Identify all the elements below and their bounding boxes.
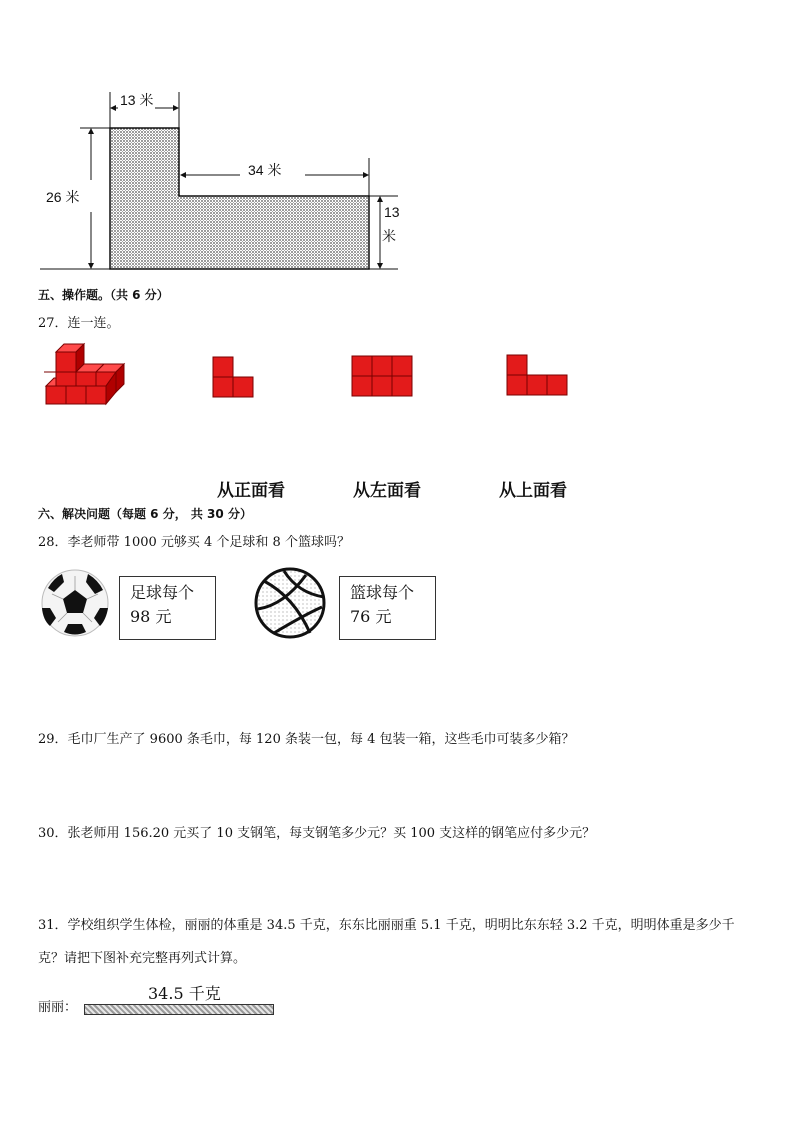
football-price-box xyxy=(119,576,216,640)
football-price-line1: 足球每个 xyxy=(130,583,195,602)
question-30: 30．张老师用 156.20 元买了 10 支钢笔，每支钢笔多少元？买 100 支这样的钢笔应付多少元？ xyxy=(38,826,596,841)
l-shape-figure xyxy=(30,80,410,280)
basketball-price-box xyxy=(339,576,436,640)
view-label-top: 从上面看 xyxy=(499,481,567,501)
lili-weight-label: 34.5 千克 xyxy=(148,984,221,1003)
dim-left-label: 26 米 xyxy=(46,189,80,205)
section-6-title: 六、解决问题（每题 6 分， 共 30 分） xyxy=(38,507,252,521)
view-shape-3 xyxy=(506,354,570,398)
dim-top-label: 13 米 xyxy=(120,92,154,108)
dim-middle-label: 34 米 xyxy=(248,162,282,178)
dim-right-number: 13 xyxy=(384,204,400,220)
basketball-price-line1: 篮球每个 xyxy=(350,583,415,602)
question-31-line2: 克？请把下图补充完整再列式计算。 xyxy=(38,951,247,966)
question-31-line1: 31．学校组织学生体检，丽丽的体重是 34.5 千克，东东比丽丽重 5.1 千克，明明比东东轻 3.2 千克，明明体重是多少千 xyxy=(38,918,735,933)
l-shape-area xyxy=(110,128,369,269)
section-5-title: 五、操作题。（共 6 分） xyxy=(38,288,169,302)
basketball-price-line2: 76 元 xyxy=(350,607,392,626)
football-icon xyxy=(40,568,110,638)
view-shape-2 xyxy=(351,355,415,399)
cube-stack-3d xyxy=(44,342,128,406)
football-price-line2: 98 元 xyxy=(130,607,172,626)
question-27: 27．连一连。 xyxy=(38,316,120,331)
view-shape-1 xyxy=(212,356,256,400)
lili-label: 丽丽： xyxy=(38,1000,78,1015)
basketball-icon xyxy=(254,567,326,639)
lili-weight-bar xyxy=(84,1004,274,1015)
view-label-left: 从左面看 xyxy=(353,481,421,501)
view-label-front: 从正面看 xyxy=(217,481,285,501)
question-28: 28．李老师带 1000 元够买 4 个足球和 8 个篮球吗？ xyxy=(38,535,350,550)
question-29: 29．毛巾厂生产了 9600 条毛巾，每 120 条装一包，每 4 包装一箱，这些毛巾可装多少箱？ xyxy=(38,732,575,747)
dim-right-unit: 米 xyxy=(382,228,396,244)
